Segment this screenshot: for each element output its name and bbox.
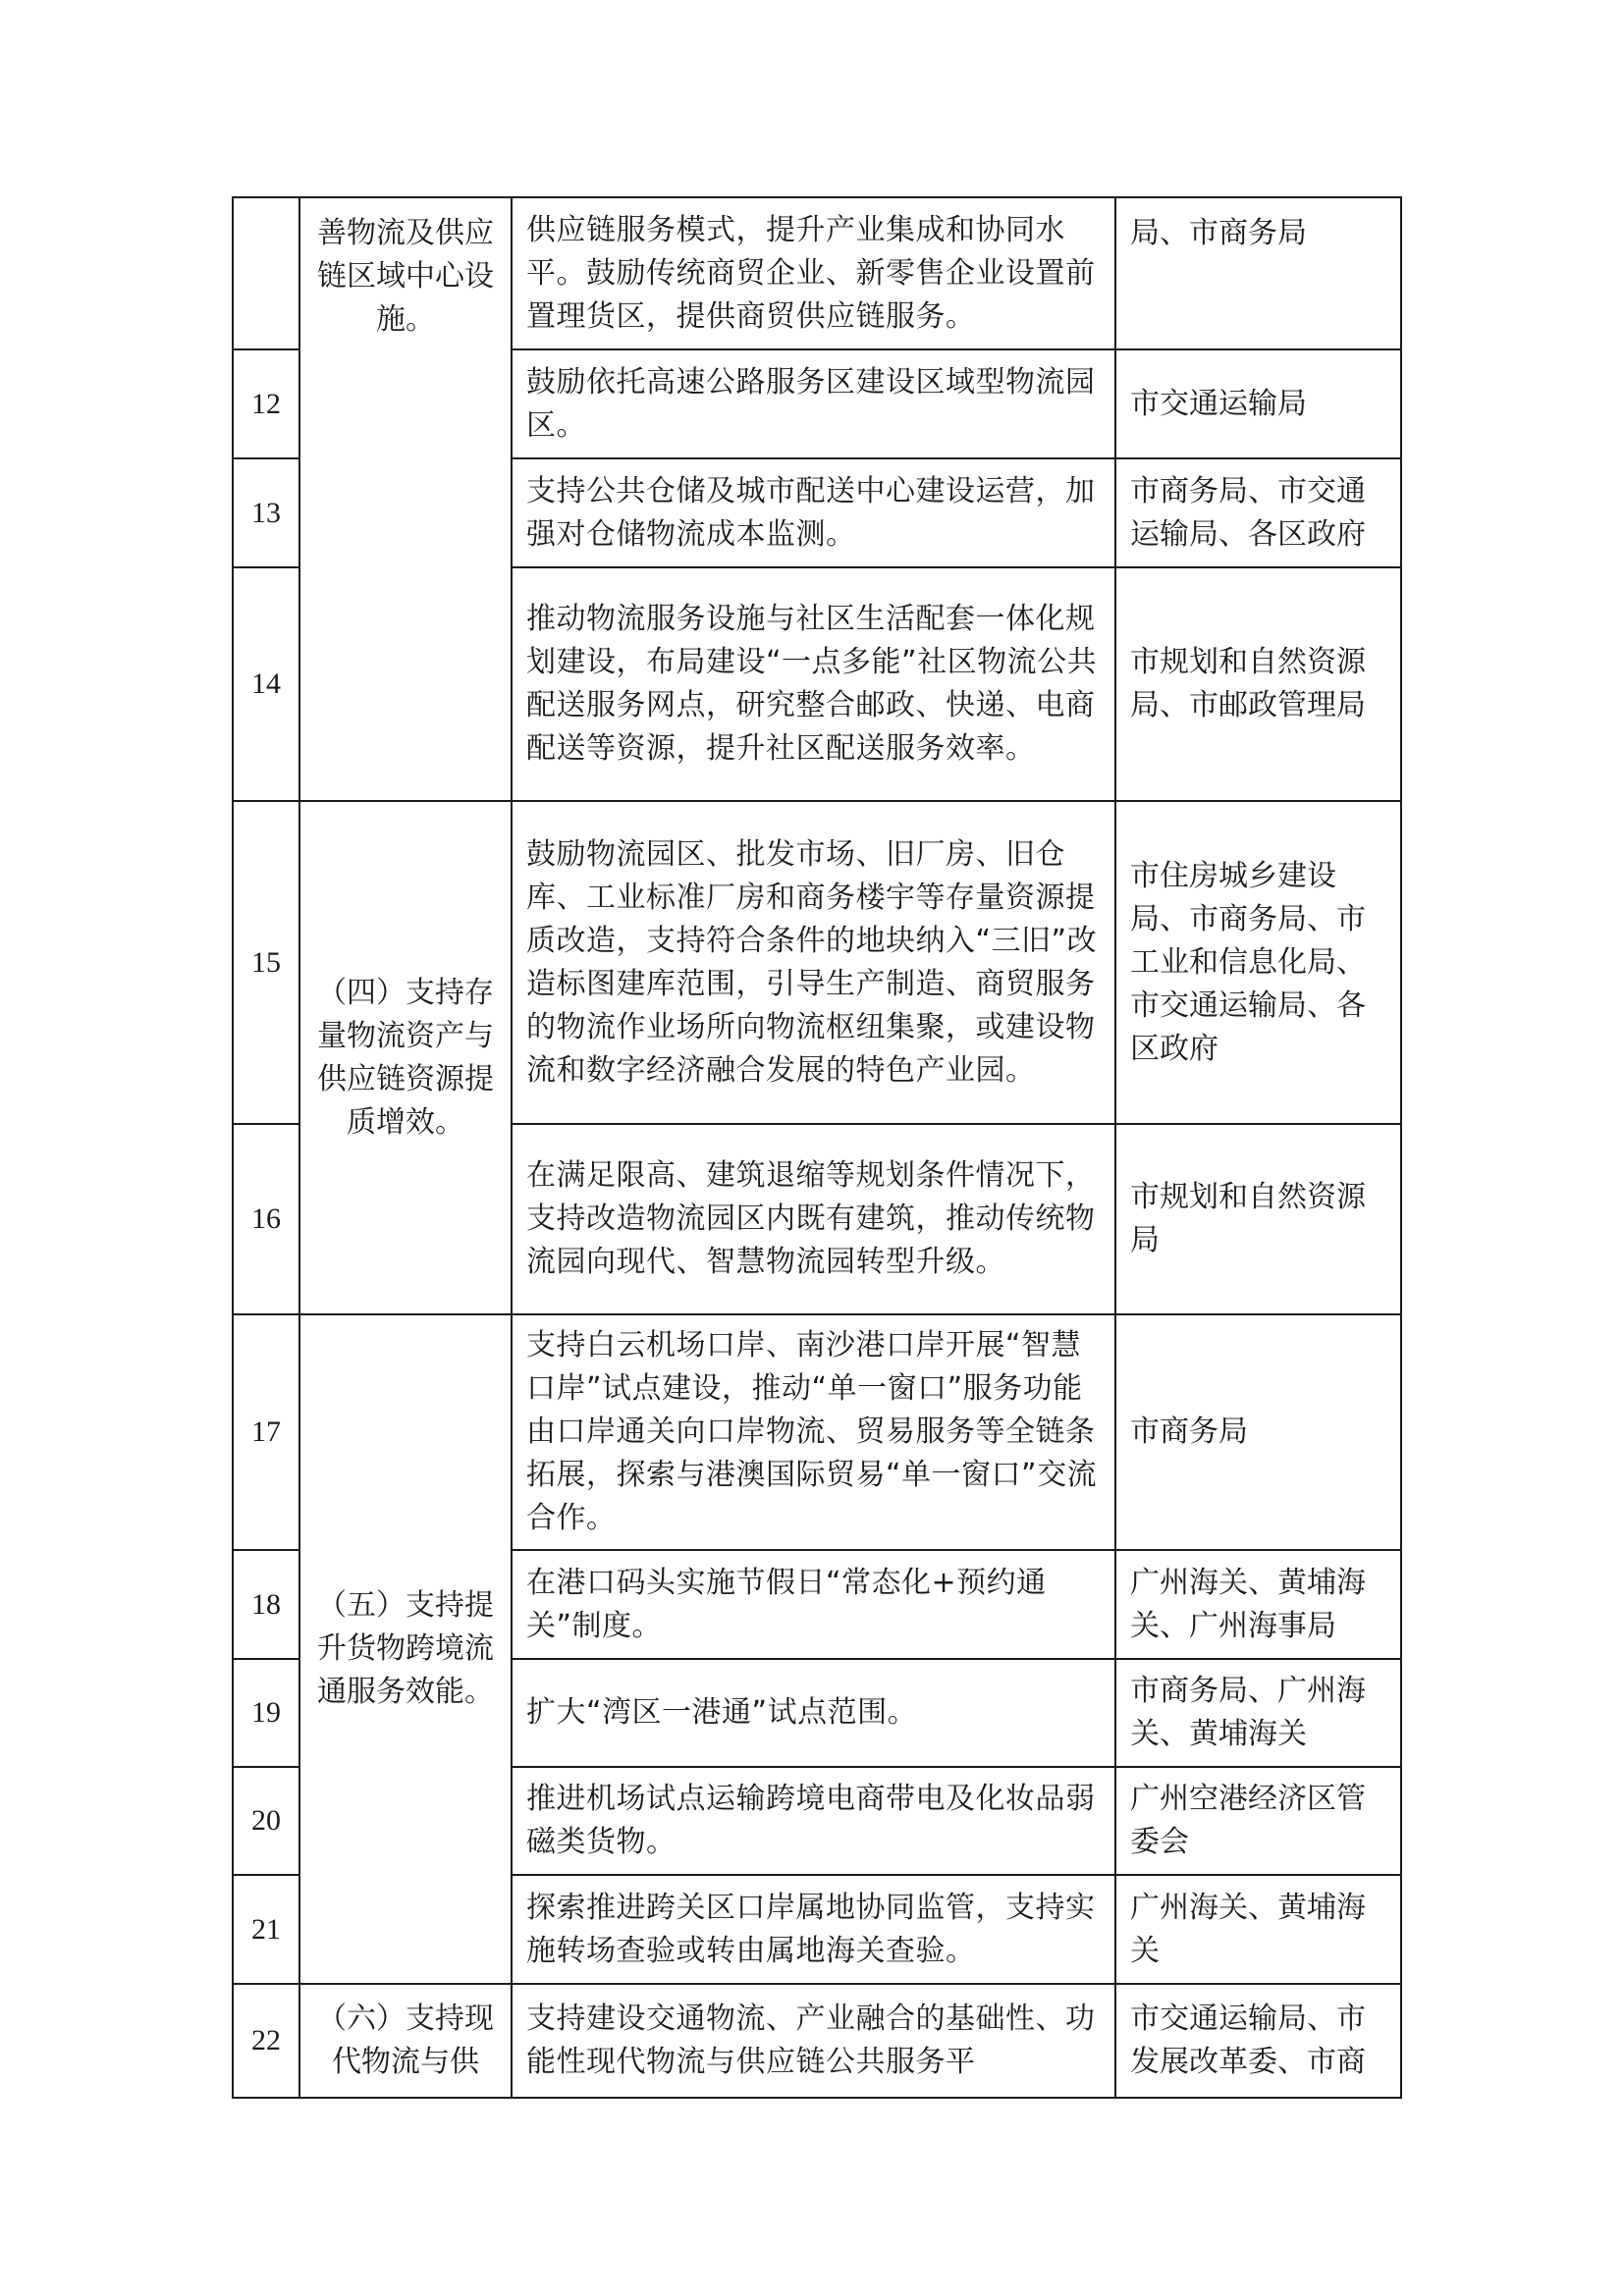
department-cell: 局、市商务局: [1115, 197, 1401, 349]
measure-cell: 在港口码头实施节假日“常态化+预约通关”制度。: [512, 1550, 1115, 1659]
row-number: 22: [233, 1984, 299, 2098]
table-row: [233, 1314, 1401, 1550]
table-row: [233, 801, 1401, 1124]
measure-cell: 扩大“湾区一港通”试点范围。: [512, 1659, 1115, 1767]
department-cell: 广州海关、黄埔海关: [1115, 1875, 1401, 1984]
department-cell: 市规划和自然资源局、市邮政管理局: [1115, 567, 1401, 801]
measure-cell: 支持白云机场口岸、南沙港口岸开展“智慧口岸”试点建设，推动“单一窗口”服务功能由口岸通关向口岸物流、贸易服务等全链条拓展，探索与港澳国际贸易“单一窗口”交流合作。: [512, 1314, 1115, 1550]
measure-cell: 探索推进跨关区口岸属地协同监管，支持实施转场查验或转由属地海关查验。: [512, 1875, 1115, 1984]
table-row: [233, 1984, 1401, 2098]
measure-cell: 鼓励物流园区、批发市场、旧厂房、旧仓库、工业标准厂房和商务楼宇等存量资源提质改造，支持符合条件的地块纳入“三旧”改造标图建库范围，引导生产制造、商贸服务的物流作业场所向物流枢纽集聚，或建设物流和数字经济融合发展的特色产业园。: [512, 801, 1115, 1124]
measure-cell: 在满足限高、建筑退缩等规划条件情况下，支持改造物流园区内既有建筑，推动传统物流园向现代、智慧物流园转型升级。: [512, 1124, 1115, 1314]
category-label: （四）支持存量物流资产与供应链资源提质增效。: [317, 975, 494, 1140]
category-cell: [299, 197, 512, 801]
row-number: 14: [233, 567, 299, 801]
row-number: 20: [233, 1767, 299, 1875]
table-row: [233, 197, 1401, 349]
department-cell: 市商务局、市交通运输局、各区政府: [1115, 458, 1401, 567]
department-cell: 市规划和自然资源局: [1115, 1124, 1401, 1314]
row-number: 16: [233, 1124, 299, 1314]
department-cell: 广州空港经济区管委会: [1115, 1767, 1401, 1875]
category-label: （五）支持提升货物跨境流通服务效能。: [317, 1588, 494, 1709]
measure-cell: 鼓励依托高速公路服务区建设区域型物流园区。: [512, 349, 1115, 458]
department-cell: 市交通运输局: [1115, 349, 1401, 458]
row-number: 12: [233, 349, 299, 458]
row-number: [233, 197, 299, 349]
row-number: 15: [233, 801, 299, 1124]
row-number: 19: [233, 1659, 299, 1767]
row-number: 13: [233, 458, 299, 567]
measure-cell: 支持公共仓储及城市配送中心建设运营，加强对仓储物流成本监测。: [512, 458, 1115, 567]
row-number: 18: [233, 1550, 299, 1659]
measure-cell: 推动物流服务设施与社区生活配套一体化规划建设，布局建设“一点多能”社区物流公共配送服务网点，研究整合邮政、快递、电商配送等资源，提升社区配送服务效率。: [512, 567, 1115, 801]
category-cell: [299, 801, 512, 1314]
department-cell: 市商务局、广州海关、黄埔海关: [1115, 1659, 1401, 1767]
measures-table: [232, 196, 1402, 2099]
row-number: 17: [233, 1314, 299, 1550]
department-cell: 市交通运输局、市发展改革委、市商: [1115, 1984, 1401, 2098]
measure-cell: 支持建设交通物流、产业融合的基础性、功能性现代物流与供应链公共服务平: [512, 1984, 1115, 2098]
category-cell: [299, 1314, 512, 1984]
measure-cell: 推进机场试点运输跨境电商带电及化妆品弱磁类货物。: [512, 1767, 1115, 1875]
measure-cell: 供应链服务模式，提升产业集成和协同水平。鼓励传统商贸企业、新零售企业设置前置理货区，提供商贸供应链服务。: [512, 197, 1115, 349]
category-cell: [299, 1984, 512, 2098]
department-cell: 市住房城乡建设局、市商务局、市工业和信息化局、市交通运输局、各区政府: [1115, 801, 1401, 1124]
category-label: 善物流及供应链区域中心设施。: [317, 216, 494, 337]
row-number: 21: [233, 1875, 299, 1984]
category-label: （六）支持现代物流与供: [317, 2002, 494, 2079]
department-cell: 市商务局: [1115, 1314, 1401, 1550]
department-cell: 广州海关、黄埔海关、广州海事局: [1115, 1550, 1401, 1659]
